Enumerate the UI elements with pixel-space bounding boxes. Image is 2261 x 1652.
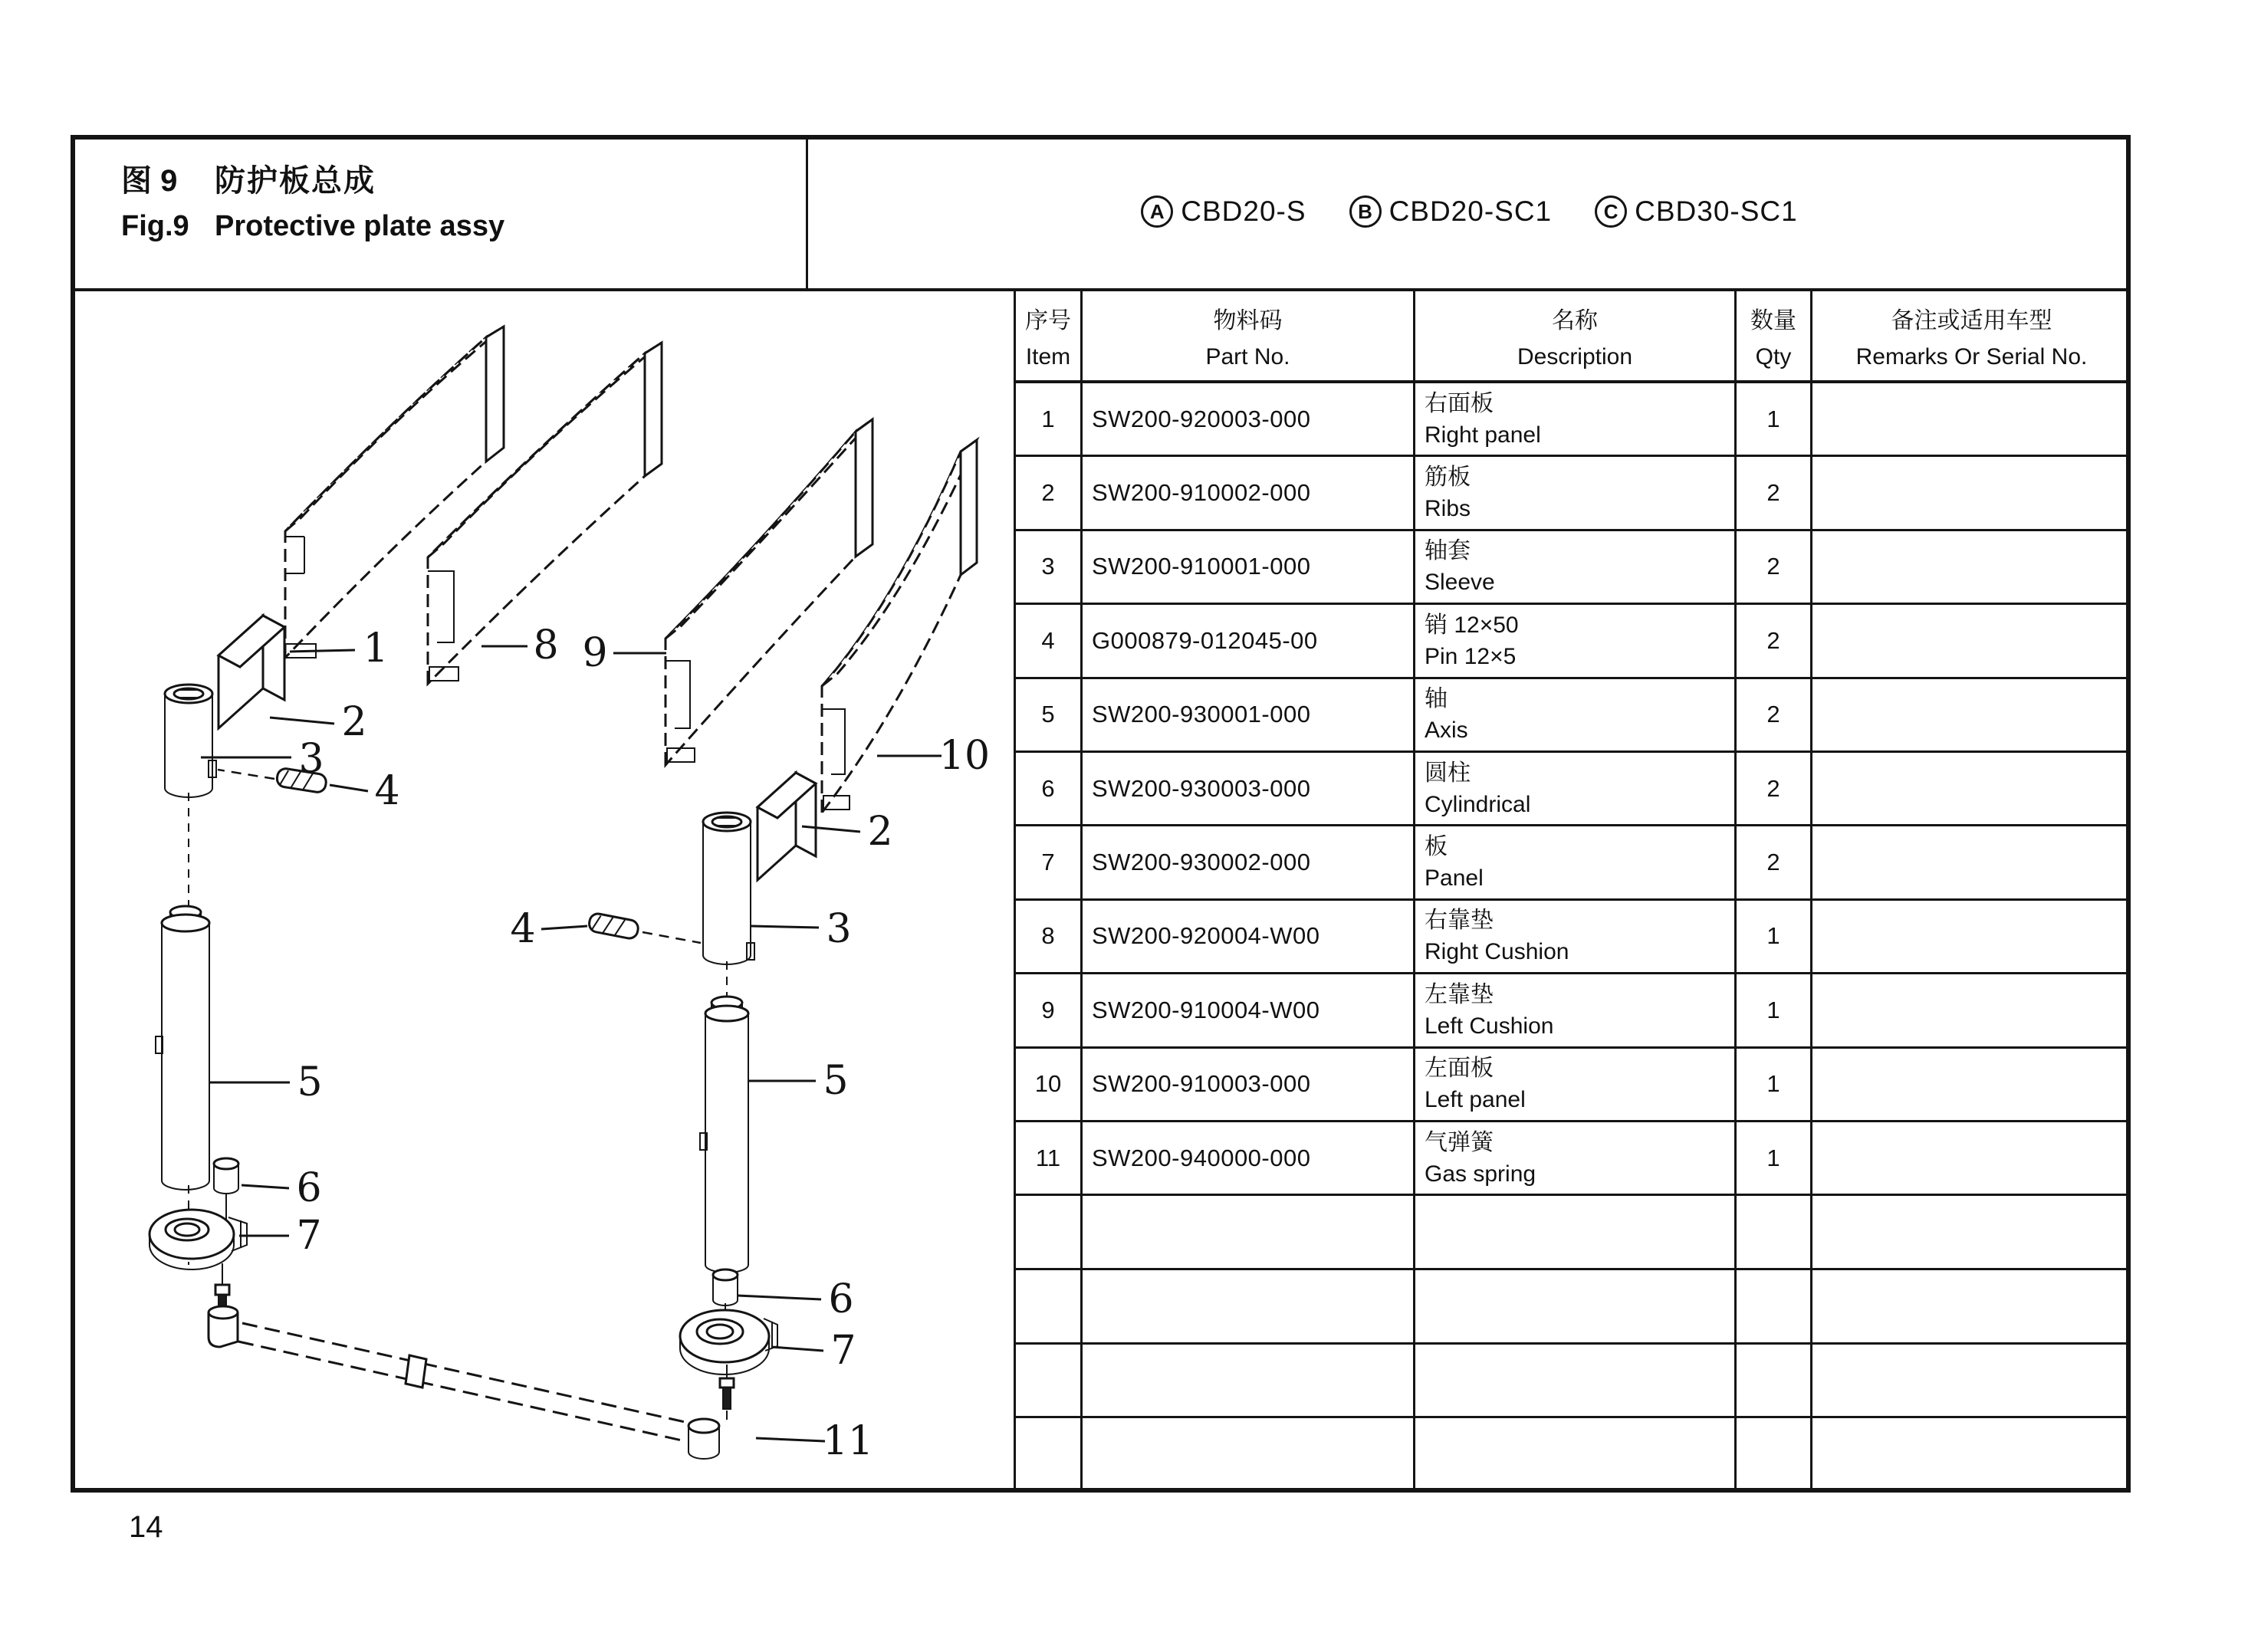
callout-number: 4: [510, 906, 536, 952]
figure-title-en: Protective plate assy: [215, 210, 505, 242]
cell-empty: [1415, 1196, 1737, 1270]
cell-description: [1415, 457, 1737, 530]
description-en: Right Cushion: [1425, 939, 1569, 965]
cell-part-no: SW200-910002-000: [1083, 457, 1415, 530]
description-en: Cylindrical: [1425, 791, 1531, 817]
cell-empty: [1415, 1418, 1737, 1493]
description-zh: 圆柱: [1425, 760, 1471, 786]
cell-part-no: SW200-930002-000: [1083, 826, 1415, 900]
cell-empty: [1016, 1270, 1083, 1345]
column-header-en: Item: [1025, 344, 1071, 369]
description-en: Left Cushion: [1425, 1013, 1554, 1039]
cell-part-no: SW200-930001-000: [1083, 679, 1415, 753]
model-badge-icon: C: [1595, 195, 1627, 228]
cell-remarks: [1812, 974, 2131, 1048]
cell-qty: 2: [1737, 826, 1812, 900]
cell-empty: [1812, 1270, 2131, 1345]
column-header-zh: 备注或适用车型: [1891, 308, 2052, 333]
cell-remarks: [1812, 383, 2131, 457]
cell-empty: [1737, 1270, 1812, 1345]
model-name: CBD20-S: [1181, 195, 1306, 227]
cell-part-no: SW200-920004-W00: [1083, 901, 1415, 974]
description-zh: 销 12×50: [1425, 612, 1519, 638]
cell-remarks: [1812, 826, 2131, 900]
cell-remarks: [1812, 531, 2131, 605]
cell-item: 4: [1016, 605, 1083, 678]
figure-number-zh: 图 9: [121, 164, 178, 198]
cell-item: 10: [1016, 1049, 1083, 1122]
model-item: [1595, 195, 1798, 228]
cell-description: [1415, 901, 1737, 974]
callout-number: 9: [582, 630, 608, 676]
model-name: CBD30-SC1: [1635, 195, 1798, 227]
callout-number: 3: [826, 906, 852, 952]
cell-item: 5: [1016, 679, 1083, 753]
column-header-en: Part No.: [1205, 344, 1290, 369]
callout-number: 1: [363, 626, 389, 672]
cell-empty: [1016, 1345, 1083, 1419]
description-zh: 筋板: [1425, 465, 1471, 491]
column-header-zh: 名称: [1552, 308, 1598, 333]
cell-description: [1415, 383, 1737, 457]
callout-number: 2: [341, 699, 367, 745]
description-en: Ribs: [1425, 496, 1471, 522]
column-header-zh: 物料码: [1213, 308, 1283, 333]
cell-empty: [1415, 1345, 1737, 1419]
cell-part-no: SW200-940000-000: [1083, 1122, 1415, 1196]
model-item: [1141, 195, 1306, 228]
cell-empty: [1083, 1418, 1415, 1493]
model-badge-icon: A: [1141, 195, 1173, 228]
cell-description: [1415, 1049, 1737, 1122]
description-en: Sleeve: [1425, 570, 1495, 596]
callout-number: 7: [296, 1213, 322, 1259]
cell-description: [1415, 753, 1737, 826]
callout-number: 6: [296, 1165, 322, 1211]
cell-empty: [1083, 1196, 1415, 1270]
cell-qty: 2: [1737, 679, 1812, 753]
cell-item: 7: [1016, 826, 1083, 900]
cell-qty: 1: [1737, 1122, 1812, 1196]
cell-empty: [1016, 1418, 1083, 1493]
column-header-part-no-: [1083, 291, 1415, 383]
cell-qty: 1: [1737, 974, 1812, 1048]
figure-number-en: Fig.9: [121, 210, 189, 242]
callout-number: 4: [374, 768, 400, 814]
cell-description: [1415, 531, 1737, 605]
column-header-zh: 序号: [1025, 308, 1071, 333]
cell-item: 6: [1016, 753, 1083, 826]
cell-description: [1415, 679, 1737, 753]
description-zh: 左面板: [1425, 1056, 1494, 1082]
description-zh: 左靠垫: [1425, 981, 1494, 1007]
cell-remarks: [1812, 605, 2131, 678]
figure-title-zh: 防护板总成: [215, 164, 376, 198]
cell-part-no: SW200-910004-W00: [1083, 974, 1415, 1048]
cell-part-no: SW200-930003-000: [1083, 753, 1415, 826]
callout-number: 3: [298, 736, 324, 782]
cell-remarks: [1812, 1049, 2131, 1122]
callout-number: 8: [533, 622, 559, 668]
column-header-en: Description: [1517, 344, 1633, 369]
model-name: CBD20-SC1: [1388, 195, 1553, 227]
cell-empty: [1812, 1418, 2131, 1493]
cell-item: 9: [1016, 974, 1083, 1048]
cell-item: 2: [1016, 457, 1083, 530]
cell-qty: 2: [1737, 753, 1812, 826]
callout-number: 11: [822, 1418, 874, 1464]
cell-empty: [1737, 1196, 1812, 1270]
cell-remarks: [1812, 901, 2131, 974]
cell-qty: 2: [1737, 605, 1812, 678]
cell-remarks: [1812, 457, 2131, 530]
column-header-qty: [1737, 291, 1812, 383]
column-header-remarks-or-serial-no-: [1812, 291, 2131, 383]
cell-item: 8: [1016, 901, 1083, 974]
description-en: Axis: [1425, 718, 1468, 744]
cell-empty: [1083, 1270, 1415, 1345]
description-en: Left panel: [1425, 1087, 1526, 1113]
cell-description: [1415, 1122, 1737, 1196]
cell-item: 1: [1016, 383, 1083, 457]
model-list: [808, 135, 2131, 288]
cell-empty: [1812, 1196, 2131, 1270]
model-item: [1349, 195, 1553, 228]
cell-qty: 2: [1737, 457, 1812, 530]
cell-part-no: SW200-920003-000: [1083, 383, 1415, 457]
cell-item: 3: [1016, 531, 1083, 605]
callout-number: 5: [297, 1059, 323, 1105]
model-badge-icon: B: [1349, 195, 1382, 228]
description-en: Panel: [1425, 865, 1484, 892]
column-header-zh: 数量: [1750, 308, 1796, 333]
cell-empty: [1812, 1345, 2131, 1419]
description-en: Right panel: [1425, 422, 1541, 448]
column-header-en: Remarks Or Serial No.: [1855, 344, 2088, 369]
callout-number: 6: [828, 1276, 854, 1322]
description-zh: 气弹簧: [1425, 1129, 1494, 1155]
cell-qty: 1: [1737, 901, 1812, 974]
cell-qty: 2: [1737, 531, 1812, 605]
cell-empty: [1737, 1418, 1812, 1493]
description-zh: 右面板: [1425, 390, 1494, 416]
cell-empty: [1415, 1270, 1737, 1345]
description-zh: 右靠垫: [1425, 908, 1494, 934]
callout-number: 2: [867, 809, 893, 855]
cell-remarks: [1812, 753, 2131, 826]
cell-empty: [1083, 1345, 1415, 1419]
cell-description: [1415, 826, 1737, 900]
column-header-en: Qty: [1755, 344, 1792, 369]
cell-qty: 1: [1737, 1049, 1812, 1122]
header-strip: [71, 135, 2131, 291]
description-en: Gas spring: [1425, 1161, 1536, 1187]
cell-remarks: [1812, 1122, 2131, 1196]
column-header-description: [1415, 291, 1737, 383]
column-header-item: [1016, 291, 1083, 383]
page-number: 14: [129, 1510, 163, 1544]
description-en: Pin 12×5: [1425, 643, 1517, 669]
cell-item: 11: [1016, 1122, 1083, 1196]
callout-number: 5: [823, 1058, 849, 1104]
description-zh: 板: [1425, 834, 1448, 860]
cell-part-no: SW200-910003-000: [1083, 1049, 1415, 1122]
description-zh: 轴: [1425, 686, 1448, 712]
callout-number: 7: [830, 1328, 856, 1374]
cell-empty: [1737, 1345, 1812, 1419]
cell-qty: 1: [1737, 383, 1812, 457]
parts-table: [1014, 291, 2131, 1493]
cell-description: [1415, 974, 1737, 1048]
callout-number: 10: [938, 733, 991, 779]
cell-empty: [1016, 1196, 1083, 1270]
cell-part-no: G000879-012045-00: [1083, 605, 1415, 678]
cell-part-no: SW200-910001-000: [1083, 531, 1415, 605]
cell-description: [1415, 605, 1737, 678]
description-zh: 轴套: [1425, 538, 1471, 564]
cell-remarks: [1812, 679, 2131, 753]
figure-title-block: [71, 135, 808, 288]
